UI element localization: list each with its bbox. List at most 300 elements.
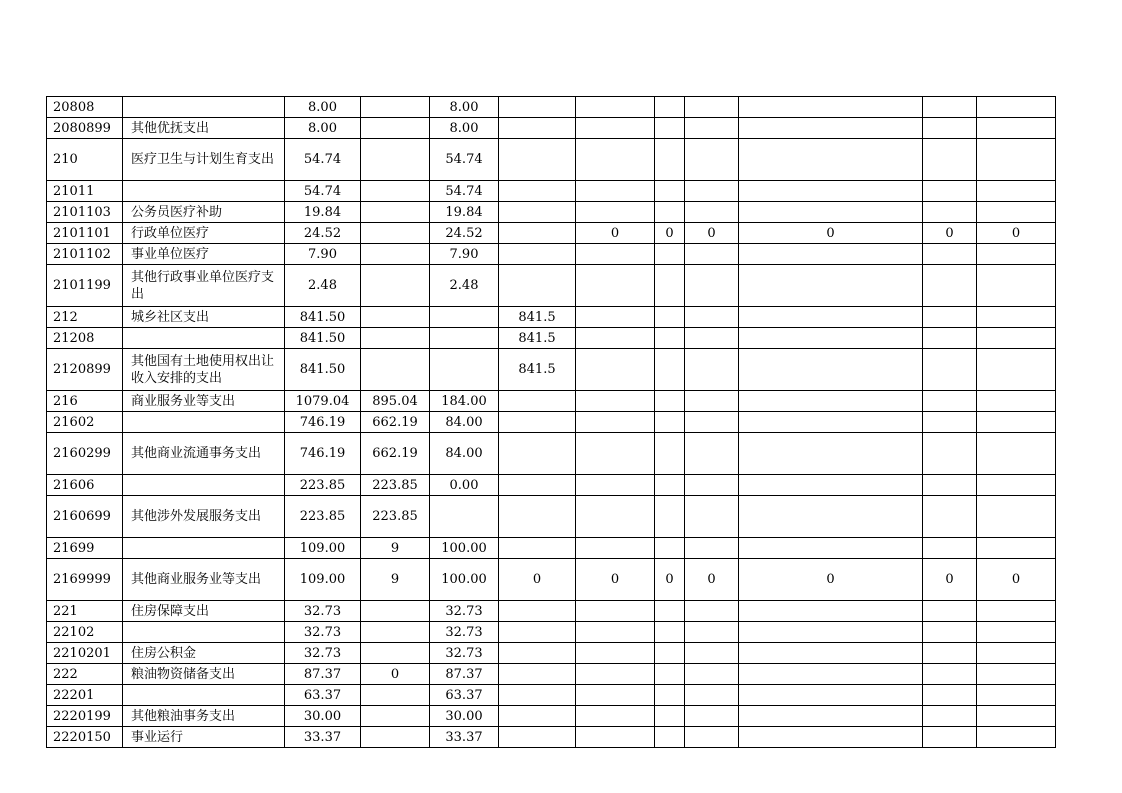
amount-cell: 662.19 (361, 433, 430, 475)
subject-code-cell: 2101199 (47, 265, 123, 307)
subject-code-cell: 212 (47, 307, 123, 328)
amount-cell (977, 706, 1056, 727)
amount-cell (685, 433, 739, 475)
amount-cell (655, 475, 685, 496)
amount-cell (977, 181, 1056, 202)
amount-cell (361, 265, 430, 307)
subject-code-cell: 2101102 (47, 244, 123, 265)
amount-cell (923, 622, 977, 643)
amount-cell: 54.74 (430, 181, 499, 202)
amount-cell (576, 412, 655, 433)
table-row (47, 202, 1056, 223)
amount-cell (576, 706, 655, 727)
amount-cell: 8.00 (430, 118, 499, 139)
amount-cell: 19.84 (285, 202, 361, 223)
amount-cell (655, 601, 685, 622)
amount-cell: 841.5 (499, 307, 576, 328)
amount-cell (923, 412, 977, 433)
amount-cell (977, 496, 1056, 538)
amount-cell (739, 433, 923, 475)
subject-code-cell: 22102 (47, 622, 123, 643)
amount-cell: 0 (977, 223, 1056, 244)
amount-cell (361, 223, 430, 244)
amount-cell (430, 307, 499, 328)
amount-cell (739, 97, 923, 118)
amount-cell (685, 307, 739, 328)
amount-cell: 30.00 (285, 706, 361, 727)
table-row (47, 727, 1056, 748)
amount-cell (655, 727, 685, 748)
amount-cell (655, 328, 685, 349)
amount-cell: 54.74 (285, 181, 361, 202)
amount-cell: 0 (685, 559, 739, 601)
amount-cell: 841.5 (499, 328, 576, 349)
amount-cell: 8.00 (285, 97, 361, 118)
subject-name-cell (123, 622, 285, 643)
amount-cell (576, 118, 655, 139)
amount-cell (655, 643, 685, 664)
amount-cell (499, 97, 576, 118)
table-row (47, 475, 1056, 496)
amount-cell (655, 685, 685, 706)
amount-cell (499, 202, 576, 223)
amount-cell (576, 601, 655, 622)
amount-cell (576, 538, 655, 559)
amount-cell (576, 685, 655, 706)
amount-cell: 2.48 (430, 265, 499, 307)
amount-cell (923, 139, 977, 181)
subject-code-cell: 2210201 (47, 643, 123, 664)
subject-name-cell (123, 475, 285, 496)
subject-code-cell: 20808 (47, 97, 123, 118)
amount-cell (923, 538, 977, 559)
amount-cell (361, 349, 430, 391)
amount-cell (923, 601, 977, 622)
amount-cell (739, 622, 923, 643)
amount-cell (361, 307, 430, 328)
amount-cell: 0 (576, 559, 655, 601)
amount-cell: 87.37 (430, 664, 499, 685)
amount-cell (923, 475, 977, 496)
amount-cell (685, 412, 739, 433)
amount-cell (576, 433, 655, 475)
amount-cell (655, 97, 685, 118)
amount-cell (977, 475, 1056, 496)
subject-code-cell: 2120899 (47, 349, 123, 391)
amount-cell: 0 (655, 223, 685, 244)
subject-name-cell: 城乡社区支出 (123, 307, 285, 328)
amount-cell (685, 727, 739, 748)
amount-cell: 32.73 (430, 643, 499, 664)
amount-cell (655, 265, 685, 307)
amount-cell (923, 496, 977, 538)
amount-cell (923, 727, 977, 748)
subject-code-cell: 2101101 (47, 223, 123, 244)
amount-cell (576, 202, 655, 223)
amount-cell (655, 433, 685, 475)
amount-cell (739, 538, 923, 559)
amount-cell (977, 664, 1056, 685)
amount-cell (923, 685, 977, 706)
amount-cell: 32.73 (285, 601, 361, 622)
amount-cell (499, 706, 576, 727)
subject-name-cell (123, 328, 285, 349)
subject-name-cell (123, 181, 285, 202)
amount-cell (685, 97, 739, 118)
subject-code-cell: 2160299 (47, 433, 123, 475)
amount-cell: 24.52 (285, 223, 361, 244)
subject-name-cell: 其他商业服务业等支出 (123, 559, 285, 601)
amount-cell (739, 349, 923, 391)
amount-cell: 87.37 (285, 664, 361, 685)
amount-cell: 841.50 (285, 328, 361, 349)
amount-cell: 1079.04 (285, 391, 361, 412)
amount-cell (923, 307, 977, 328)
amount-cell (361, 727, 430, 748)
amount-cell (923, 706, 977, 727)
table-row (47, 181, 1056, 202)
subject-name-cell (123, 97, 285, 118)
subject-name-cell: 商业服务业等支出 (123, 391, 285, 412)
amount-cell (499, 475, 576, 496)
amount-cell: 746.19 (285, 412, 361, 433)
amount-cell (499, 412, 576, 433)
table-row (47, 307, 1056, 328)
amount-cell (430, 349, 499, 391)
table-row (47, 97, 1056, 118)
amount-cell: 0.00 (430, 475, 499, 496)
amount-cell: 841.50 (285, 349, 361, 391)
subject-code-cell: 2160699 (47, 496, 123, 538)
subject-code-cell: 21208 (47, 328, 123, 349)
amount-cell (977, 391, 1056, 412)
subject-code-cell: 222 (47, 664, 123, 685)
amount-cell (923, 433, 977, 475)
amount-cell (977, 265, 1056, 307)
amount-cell (361, 181, 430, 202)
table-row (47, 601, 1056, 622)
amount-cell (576, 265, 655, 307)
amount-cell (977, 412, 1056, 433)
amount-cell: 24.52 (430, 223, 499, 244)
amount-cell (499, 139, 576, 181)
amount-cell (977, 622, 1056, 643)
amount-cell: 8.00 (430, 97, 499, 118)
amount-cell (655, 622, 685, 643)
amount-cell (685, 391, 739, 412)
subject-name-cell: 其他行政事业单位医疗支出 (123, 265, 285, 307)
amount-cell (361, 118, 430, 139)
amount-cell (655, 181, 685, 202)
subject-name-cell: 住房公积金 (123, 643, 285, 664)
table-row (47, 391, 1056, 412)
amount-cell (576, 139, 655, 181)
table-row (47, 328, 1056, 349)
amount-cell (739, 391, 923, 412)
amount-cell (685, 139, 739, 181)
amount-cell: 0 (923, 559, 977, 601)
amount-cell (361, 685, 430, 706)
amount-cell (361, 622, 430, 643)
amount-cell: 32.73 (285, 643, 361, 664)
table-row (47, 538, 1056, 559)
amount-cell: 109.00 (285, 559, 361, 601)
amount-cell (923, 391, 977, 412)
amount-cell: 63.37 (430, 685, 499, 706)
table-row (47, 433, 1056, 475)
amount-cell: 109.00 (285, 538, 361, 559)
amount-cell (576, 244, 655, 265)
amount-cell (685, 496, 739, 538)
amount-cell (977, 307, 1056, 328)
amount-cell (923, 265, 977, 307)
amount-cell: 0 (685, 223, 739, 244)
amount-cell (685, 475, 739, 496)
amount-cell: 746.19 (285, 433, 361, 475)
amount-cell (655, 244, 685, 265)
amount-cell (430, 496, 499, 538)
amount-cell: 0 (739, 559, 923, 601)
amount-cell (499, 622, 576, 643)
amount-cell (977, 538, 1056, 559)
amount-cell (499, 664, 576, 685)
amount-cell: 0 (499, 559, 576, 601)
amount-cell (361, 244, 430, 265)
amount-cell (739, 328, 923, 349)
amount-cell (655, 139, 685, 181)
amount-cell: 32.73 (430, 622, 499, 643)
subject-code-cell: 210 (47, 139, 123, 181)
amount-cell (499, 685, 576, 706)
table-row (47, 349, 1056, 391)
amount-cell (685, 643, 739, 664)
amount-cell (499, 601, 576, 622)
amount-cell (685, 601, 739, 622)
amount-cell: 100.00 (430, 559, 499, 601)
amount-cell (923, 244, 977, 265)
subject-code-cell: 22201 (47, 685, 123, 706)
budget-expenditure-table (46, 96, 1056, 748)
amount-cell (739, 181, 923, 202)
subject-code-cell: 2220150 (47, 727, 123, 748)
amount-cell (739, 664, 923, 685)
amount-cell: 841.5 (499, 349, 576, 391)
amount-cell (499, 118, 576, 139)
amount-cell (739, 601, 923, 622)
amount-cell (977, 349, 1056, 391)
amount-cell: 0 (361, 664, 430, 685)
amount-cell (655, 349, 685, 391)
amount-cell (655, 706, 685, 727)
amount-cell: 8.00 (285, 118, 361, 139)
amount-cell (576, 727, 655, 748)
amount-cell (739, 496, 923, 538)
subject-code-cell: 2169999 (47, 559, 123, 601)
amount-cell (499, 496, 576, 538)
amount-cell (655, 538, 685, 559)
amount-cell (576, 496, 655, 538)
table-row (47, 265, 1056, 307)
subject-code-cell: 21606 (47, 475, 123, 496)
amount-cell (685, 244, 739, 265)
amount-cell (655, 496, 685, 538)
amount-cell (685, 349, 739, 391)
amount-cell (576, 181, 655, 202)
amount-cell: 63.37 (285, 685, 361, 706)
subject-code-cell: 2080899 (47, 118, 123, 139)
amount-cell (499, 244, 576, 265)
amount-cell (685, 685, 739, 706)
subject-name-cell: 公务员医疗补助 (123, 202, 285, 223)
amount-cell (655, 391, 685, 412)
amount-cell: 100.00 (430, 538, 499, 559)
amount-cell: 84.00 (430, 412, 499, 433)
amount-cell: 0 (739, 223, 923, 244)
amount-cell (576, 664, 655, 685)
amount-cell (361, 202, 430, 223)
amount-cell (685, 181, 739, 202)
amount-cell (923, 118, 977, 139)
amount-cell: 54.74 (430, 139, 499, 181)
amount-cell (685, 664, 739, 685)
subject-name-cell: 事业单位医疗 (123, 244, 285, 265)
amount-cell (977, 643, 1056, 664)
amount-cell (361, 706, 430, 727)
table-row (47, 244, 1056, 265)
amount-cell: 7.90 (285, 244, 361, 265)
amount-cell (977, 139, 1056, 181)
subject-code-cell: 216 (47, 391, 123, 412)
amount-cell (655, 412, 685, 433)
amount-cell (977, 685, 1056, 706)
subject-code-cell: 21011 (47, 181, 123, 202)
amount-cell (655, 307, 685, 328)
amount-cell (685, 202, 739, 223)
amount-cell (499, 538, 576, 559)
amount-cell (977, 727, 1056, 748)
amount-cell (576, 643, 655, 664)
table-body (47, 97, 1056, 748)
amount-cell (499, 643, 576, 664)
amount-cell: 32.73 (285, 622, 361, 643)
amount-cell (499, 433, 576, 475)
amount-cell (655, 202, 685, 223)
amount-cell: 32.73 (430, 601, 499, 622)
amount-cell: 84.00 (430, 433, 499, 475)
amount-cell (361, 139, 430, 181)
subject-name-cell (123, 538, 285, 559)
amount-cell (361, 328, 430, 349)
amount-cell: 54.74 (285, 139, 361, 181)
amount-cell (923, 181, 977, 202)
amount-cell (923, 97, 977, 118)
table-row (47, 496, 1056, 538)
amount-cell (739, 244, 923, 265)
amount-cell (739, 412, 923, 433)
amount-cell (685, 265, 739, 307)
amount-cell (739, 265, 923, 307)
amount-cell: 0 (977, 559, 1056, 601)
table-row (47, 223, 1056, 244)
amount-cell (576, 97, 655, 118)
amount-cell (499, 181, 576, 202)
amount-cell (739, 475, 923, 496)
amount-cell (576, 622, 655, 643)
amount-cell (739, 727, 923, 748)
subject-name-cell: 行政单位医疗 (123, 223, 285, 244)
amount-cell: 0 (655, 559, 685, 601)
amount-cell (977, 97, 1056, 118)
amount-cell (977, 244, 1056, 265)
amount-cell: 895.04 (361, 391, 430, 412)
subject-name-cell: 粮油物资储备支出 (123, 664, 285, 685)
amount-cell (685, 706, 739, 727)
amount-cell: 9 (361, 559, 430, 601)
table-row (47, 664, 1056, 685)
table-row (47, 139, 1056, 181)
amount-cell (655, 118, 685, 139)
amount-cell (576, 391, 655, 412)
amount-cell: 30.00 (430, 706, 499, 727)
amount-cell (499, 391, 576, 412)
amount-cell (361, 643, 430, 664)
subject-name-cell: 事业运行 (123, 727, 285, 748)
amount-cell (739, 307, 923, 328)
amount-cell (499, 265, 576, 307)
table-row (47, 706, 1056, 727)
amount-cell (576, 328, 655, 349)
amount-cell: 223.85 (285, 496, 361, 538)
amount-cell: 223.85 (285, 475, 361, 496)
amount-cell: 184.00 (430, 391, 499, 412)
amount-cell: 33.37 (285, 727, 361, 748)
subject-code-cell: 21602 (47, 412, 123, 433)
subject-name-cell (123, 412, 285, 433)
amount-cell (739, 706, 923, 727)
subject-name-cell: 其他优抚支出 (123, 118, 285, 139)
amount-cell (655, 664, 685, 685)
amount-cell (977, 433, 1056, 475)
amount-cell (576, 475, 655, 496)
amount-cell (739, 118, 923, 139)
amount-cell: 2.48 (285, 265, 361, 307)
amount-cell (923, 664, 977, 685)
table-row (47, 685, 1056, 706)
amount-cell (923, 349, 977, 391)
table-row (47, 559, 1056, 601)
amount-cell: 223.85 (361, 496, 430, 538)
amount-cell: 662.19 (361, 412, 430, 433)
amount-cell (361, 97, 430, 118)
amount-cell (977, 118, 1056, 139)
amount-cell: 33.37 (430, 727, 499, 748)
amount-cell (977, 202, 1056, 223)
subject-name-cell (123, 685, 285, 706)
amount-cell (923, 643, 977, 664)
table-row (47, 622, 1056, 643)
amount-cell: 841.50 (285, 307, 361, 328)
amount-cell (739, 139, 923, 181)
subject-name-cell: 其他涉外发展服务支出 (123, 496, 285, 538)
subject-name-cell: 其他粮油事务支出 (123, 706, 285, 727)
subject-name-cell: 其他国有土地使用权出让收入安排的支出 (123, 349, 285, 391)
amount-cell: 19.84 (430, 202, 499, 223)
amount-cell (739, 202, 923, 223)
subject-code-cell: 2101103 (47, 202, 123, 223)
amount-cell: 9 (361, 538, 430, 559)
subject-name-cell: 医疗卫生与计划生育支出 (123, 139, 285, 181)
amount-cell (576, 349, 655, 391)
